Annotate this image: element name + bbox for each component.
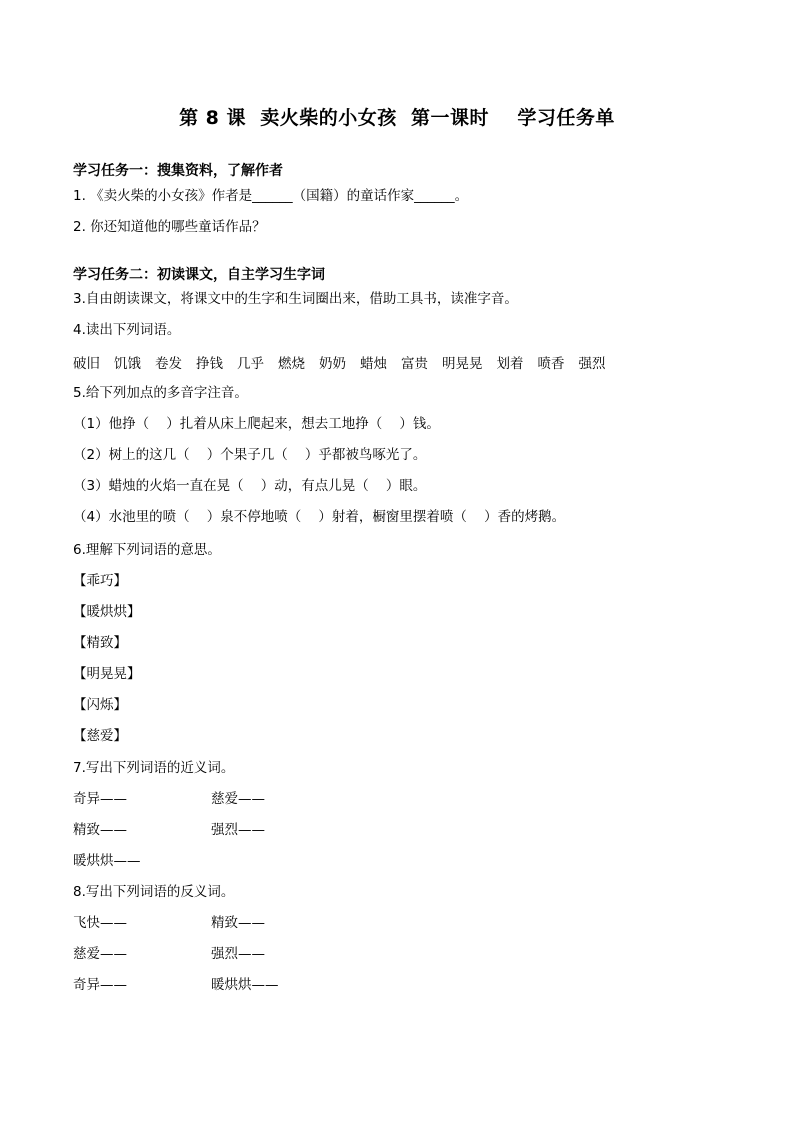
- q5-item-4: （4）水池里的喷（ ）泉不停地喷（ ）射着，橱窗里摆着喷（ ）香的烤鹅。: [73, 509, 566, 525]
- question-4: 4.读出下列词语。: [73, 322, 181, 338]
- q5-item-1: （1）他挣（ ）扎着从床上爬起来，想去工地挣（ ）钱。: [73, 416, 440, 432]
- question-3: 3.自由朗读课文，将课文中的生字和生词圈出来，借助工具书，读准字音。: [73, 291, 518, 307]
- word-item: 几乎: [237, 356, 264, 372]
- question-6: 6.理解下列词语的意思。: [73, 542, 221, 558]
- page-title: 第 8 课 卖火柴的小女孩 第一课时 学习任务单: [179, 107, 615, 129]
- q5-item-2: （2）树上的这几（ ）个果子几（ ）乎都被鸟啄光了。: [73, 447, 427, 463]
- word-list: [73, 352, 606, 372]
- question-5: 5.给下列加点的多音字注音。: [73, 385, 248, 401]
- q7-left-item: 精致——: [73, 822, 127, 838]
- q7-left-item: 暖烘烘——: [73, 853, 141, 869]
- q8-left-item: 奇异——: [73, 977, 127, 993]
- task1-heading: 学习任务一：搜集资料，了解作者: [73, 163, 283, 179]
- q8-right-item: 暖烘烘——: [211, 977, 279, 993]
- q8-right-item: 精致——: [211, 915, 265, 931]
- word-item: 喷香: [537, 356, 565, 372]
- q7-right-item: 强烈——: [211, 822, 265, 838]
- q6-term: 【闪烁】: [73, 697, 127, 713]
- q6-term: 【精致】: [73, 635, 127, 651]
- q8-left-item: 慈爱——: [73, 946, 127, 962]
- q5-item-3: （3）蜡烛的火焰一直在晃（ ）动，有点儿晃（ ）眼。: [73, 478, 427, 494]
- q8-left-item: 飞快——: [73, 915, 127, 931]
- word-item: 蜡烛: [360, 356, 387, 372]
- q7-left-item: 奇异——: [73, 791, 127, 807]
- question-1: 1. 《卖火柴的小女孩》作者是______（国籍）的童话作家______。: [73, 188, 469, 204]
- word-item: 破旧: [73, 356, 100, 372]
- word-item: 挣钱: [196, 356, 223, 372]
- q6-term: 【慈爱】: [73, 728, 127, 744]
- word-item: 富贵: [401, 356, 428, 372]
- word-item: 奶奶: [319, 356, 346, 372]
- task2-heading: 学习任务二：初读课文，自主学习生字词: [73, 267, 325, 283]
- word-item: 燃烧: [278, 356, 305, 372]
- question-7: 7.写出下列词语的近义词。: [73, 760, 235, 776]
- q7-right-item: 慈爱——: [211, 791, 265, 807]
- word-item: 明晃晃: [442, 356, 483, 372]
- question-2: 2. 你还知道他的哪些童话作品？: [73, 219, 266, 235]
- q6-term: 【明晃晃】: [73, 666, 141, 682]
- word-item: 饥饿: [114, 356, 141, 372]
- q6-term: 【暖烘烘】: [73, 604, 141, 620]
- word-item: 划着: [496, 356, 524, 372]
- q6-term: 【乖巧】: [73, 573, 127, 589]
- question-8: 8.写出下列词语的反义词。: [73, 884, 235, 900]
- word-item: 卷发: [155, 356, 182, 372]
- word-item: 强烈: [578, 356, 606, 372]
- q8-right-item: 强烈——: [211, 946, 265, 962]
